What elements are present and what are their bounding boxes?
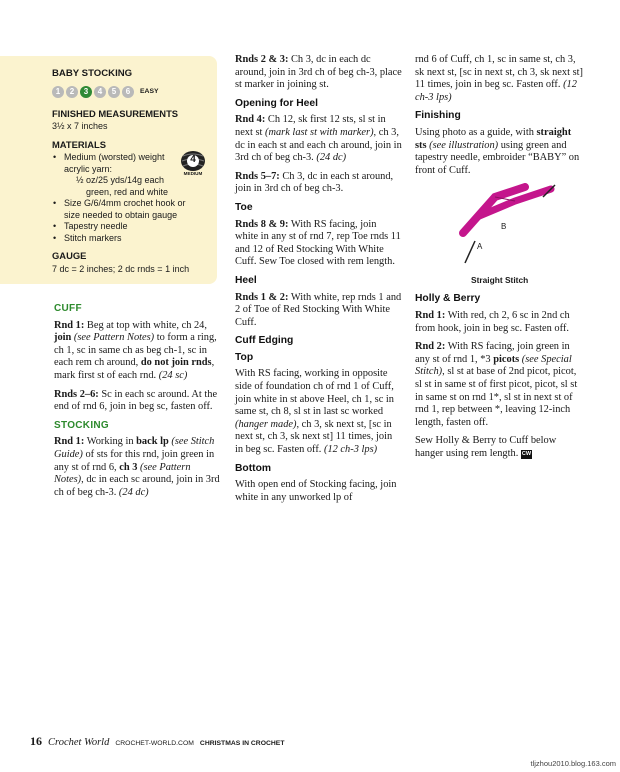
heel-rnds-1-2 bbox=[235, 292, 402, 330]
material-yarn-line3: ½ oz/25 yds/14g each bbox=[76, 175, 165, 185]
stocking-rnd-1 bbox=[54, 436, 222, 499]
column-middle bbox=[235, 54, 402, 510]
rnd-label: Rnds 8 & 9: bbox=[235, 218, 289, 230]
rnd-label: Rnds 2 & 3: bbox=[235, 54, 289, 65]
skill-circle-4: 4 bbox=[94, 86, 106, 98]
text-italic: (see Special Stitch) bbox=[415, 353, 572, 378]
cuff-edging-heading: Cuff Edging bbox=[235, 335, 294, 347]
toe-heading: Toe bbox=[235, 201, 253, 213]
text-italic: (mark last st with marker) bbox=[265, 126, 374, 138]
measurements-heading: FINISHED MEASUREMENTS bbox=[52, 107, 179, 119]
holly-berry-heading: Holly & Berry bbox=[415, 293, 481, 305]
pattern-title: BABY STOCKING bbox=[52, 68, 133, 79]
holly-rnd-2 bbox=[415, 341, 585, 429]
text: , dc in each sc around, join in 3rd ch of beg ch-3. bbox=[54, 474, 220, 498]
rnd-label: Rnds 5–7: bbox=[235, 170, 280, 182]
text: of sts for this rnd, join green in any st of rnd 6, bbox=[54, 448, 215, 473]
text: With red, ch 2, 6 sc in 2nd ch from hook, join in beg sc. Fasten off. bbox=[415, 309, 570, 334]
skill-circle-6: 6 bbox=[122, 86, 134, 98]
rnd-label: Rnds 1 & 2: bbox=[235, 291, 289, 303]
column-left bbox=[54, 297, 222, 505]
rnds-8-9 bbox=[235, 219, 402, 269]
text: , ch 3, sk next st, [sc in next st, ch 3, sk next st] 11 times, join in beg sc. Fasten off. bbox=[235, 418, 393, 456]
measurements-text: 3½ x 7 inches bbox=[52, 121, 108, 131]
illustration-caption: Straight Stitch bbox=[471, 275, 529, 286]
text: With RS facing, join white in any st of rnd 7, rep Toe rnds 11 and 12 of Red Stocking With White Cuff. Sew Toe closed with rem length. bbox=[235, 218, 401, 268]
text-bold: ch 3 bbox=[119, 461, 138, 473]
text: Using photo as a guide, with bbox=[415, 126, 537, 138]
text: using green and tapestry needle, embroider “BABY” on front of Cuff. bbox=[415, 139, 580, 176]
stitch-count: (12 ch-3 lps) bbox=[415, 79, 577, 103]
text: Ch 3, dc in each st around, join in 3rd ch of beg ch-3. bbox=[235, 170, 394, 195]
material-item-needle: • Tapestry needle bbox=[62, 221, 214, 233]
material-item-hook: • Size G/6/4mm crochet hook or size needed to obtain gauge bbox=[62, 198, 204, 221]
gauge-text: 7 dc = 2 inches; 2 dc rnds = 1 inch bbox=[52, 263, 190, 274]
materials-heading: MATERIALS bbox=[52, 138, 106, 150]
yarn-weight-icon bbox=[180, 150, 206, 176]
skill-label: EASY bbox=[140, 87, 159, 95]
skill-circle-3: 3 bbox=[80, 86, 92, 98]
stitch-count: (12 ch-3 lps) bbox=[323, 444, 378, 456]
skill-circle-2: 2 bbox=[66, 86, 78, 98]
rnd-4 bbox=[235, 114, 402, 164]
text: Beg at top with white, ch 24, bbox=[84, 319, 207, 331]
text: to form a ring, ch 1, sc in same ch as beg ch-1, sc in each rem ch around, bbox=[54, 332, 217, 369]
text: Ch 3, dc in each dc around, join in 3rd ch of beg ch-3, place st marker in joining st. bbox=[235, 54, 402, 91]
issue-section: CHRISTMAS IN CROCHET bbox=[199, 740, 285, 747]
yarn-weight-label: MEDIUM bbox=[183, 171, 203, 176]
page-footer bbox=[30, 734, 285, 749]
straight-stitch-illustration bbox=[415, 183, 585, 287]
text-bold: straight sts bbox=[415, 126, 572, 151]
heel-heading: Heel bbox=[235, 274, 257, 286]
text-italic: (see Pattern Notes) bbox=[71, 332, 155, 344]
rnd-label: Rnd 4: bbox=[235, 114, 266, 126]
skill-circle-1: 1 bbox=[52, 86, 64, 98]
text: With white, rep rnds 1 and 2 of Toe of Red Stocking With White Cuff. bbox=[235, 291, 402, 328]
rnd-label: Rnd 2: bbox=[415, 341, 446, 353]
rnd-label: Rnds 2–6: bbox=[54, 388, 99, 400]
text-italic: (see Stitch Guide) bbox=[54, 436, 215, 460]
text: , mark first st of each rnd. bbox=[54, 357, 215, 381]
text: With RS facing, join green in any st of rnd 1, *3 bbox=[415, 341, 570, 365]
heel-opening-heading: Opening for Heel bbox=[235, 97, 318, 109]
text-bold: join bbox=[54, 332, 72, 344]
yarn-weight-number: 4 bbox=[190, 154, 196, 165]
magazine-website: CROCHET-WORLD.COM bbox=[115, 740, 194, 747]
rnd-label: Rnd 1: bbox=[54, 436, 85, 448]
top-heading: Top bbox=[235, 351, 254, 363]
gauge-heading: GAUGE bbox=[52, 250, 87, 261]
straight-stitch-drawing bbox=[455, 183, 565, 269]
bottom-heading: Bottom bbox=[235, 462, 272, 474]
cuff-heading: CUFF bbox=[54, 303, 82, 314]
label-b: B bbox=[501, 222, 507, 232]
text: Sc in each sc around. At the end of rnd 6, join in beg sc, fasten off. bbox=[54, 388, 218, 413]
magazine-name: Crochet World bbox=[48, 737, 110, 748]
text-bold: do not join rnds bbox=[140, 357, 212, 369]
watermark: tljzhou2010.blog.163.com bbox=[530, 759, 616, 768]
text: , sl st at base of 2nd picot, picot, sl st in same st of first picot, picot, sl st in same st on rnd 1*, sl st in next st of rnd 1, rep between *, leaving 12-inch length, fasten off. bbox=[415, 366, 578, 428]
bottom-instructions: With open end of Stocking facing, join white in any unworked lp of bbox=[235, 479, 397, 503]
label-a: A bbox=[477, 242, 483, 252]
text: rnd 6 of Cuff, ch 1, sc in same st, ch 3, sk next st, [sc in next st, ch 3, sk next st] 11 times, join in beg sc. Fasten off. bbox=[415, 54, 583, 91]
bottom-continued bbox=[415, 54, 585, 104]
stitch-count: (24 sc) bbox=[158, 369, 188, 381]
text-italic: (see illustration) bbox=[426, 139, 499, 151]
text-bold: picots bbox=[493, 353, 520, 365]
sew-instructions bbox=[415, 435, 585, 460]
stitch-count: (24 dc) bbox=[118, 486, 149, 498]
text: Working in bbox=[84, 436, 137, 448]
material-item-markers: • Stitch markers bbox=[62, 233, 214, 245]
end-mark-icon: CW bbox=[521, 450, 532, 457]
finishing-heading: Finishing bbox=[415, 110, 461, 122]
text: Ch 12, sk first 12 sts, sl st in next st bbox=[235, 114, 386, 138]
top-instructions bbox=[235, 368, 402, 456]
text-italic: (see Pattern Notes) bbox=[54, 461, 191, 486]
stitch-count: (24 dc) bbox=[316, 152, 347, 164]
page-number: 16 bbox=[30, 734, 42, 748]
text: With RS facing, working in opposite side of foundation ch of rnd 1 of Cuff, join white in st above Heel, ch 1, sc in same st, ch 8, sl st in last sc worked bbox=[235, 368, 395, 418]
rnd-label: Rnd 1: bbox=[415, 309, 446, 321]
text: Sew Holly & Berry to Cuff below hanger using rem length. bbox=[415, 435, 557, 459]
stocking-heading: STOCKING bbox=[54, 419, 109, 431]
finishing-instructions bbox=[415, 127, 585, 177]
skill-circle-5: 5 bbox=[108, 86, 120, 98]
rnds-5-7 bbox=[235, 171, 402, 196]
rnd-label: Rnd 1: bbox=[54, 319, 85, 331]
skill-level-indicator bbox=[52, 86, 214, 98]
text-italic: (hanger made) bbox=[235, 418, 297, 430]
material-yarn-line2: acrylic yarn: bbox=[64, 163, 113, 174]
material-yarn-line4: green, red and white bbox=[86, 186, 169, 197]
material-item-yarn bbox=[62, 152, 182, 198]
text-bold: back lp bbox=[136, 436, 169, 448]
holly-rnd-1 bbox=[415, 310, 585, 335]
text: , ch 3, dc in each st and each ch around, join in 3rd ch of beg ch-3. bbox=[235, 126, 402, 164]
material-yarn-line1: Medium (worsted) weight bbox=[64, 152, 165, 162]
column-right bbox=[415, 54, 585, 466]
cuff-rnd-1 bbox=[54, 320, 222, 383]
rnds-2-3 bbox=[235, 54, 402, 92]
cuff-rnds-2-6 bbox=[54, 389, 222, 414]
